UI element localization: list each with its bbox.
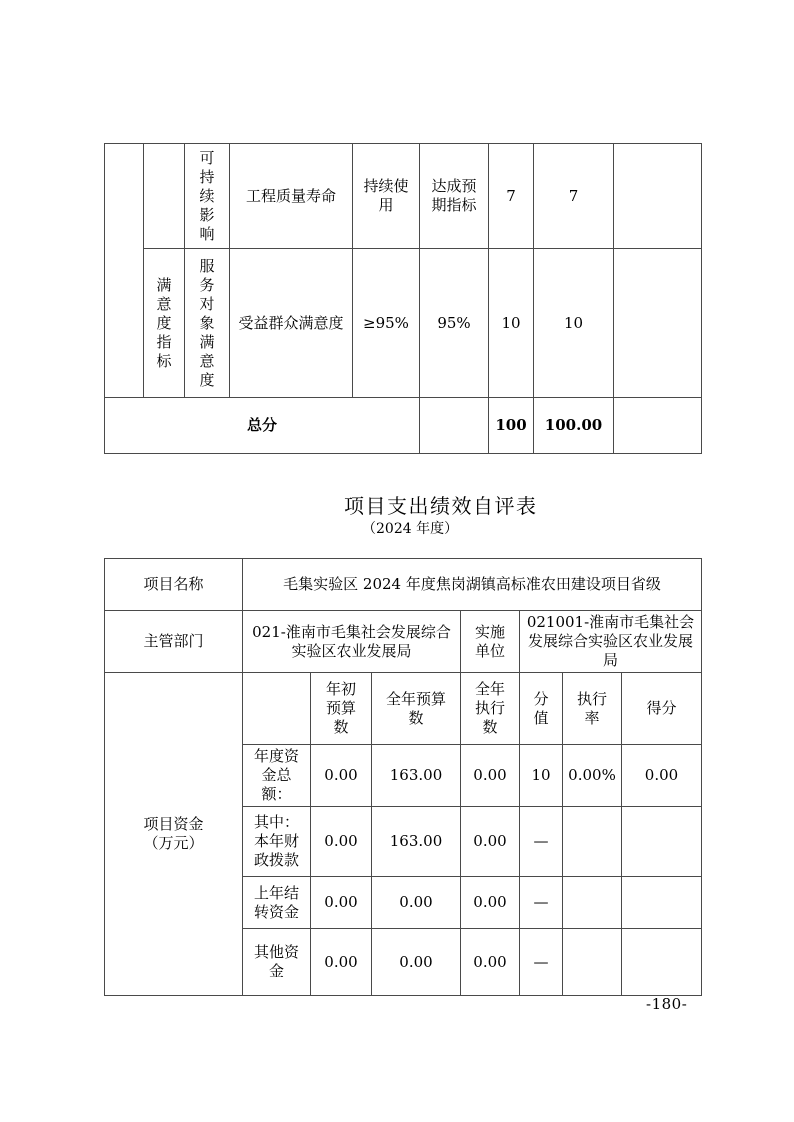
- funds-header-exec-rate: [563, 673, 622, 745]
- funds-points-cell: —: [520, 929, 563, 996]
- category-label: 满意度指标: [156, 275, 172, 370]
- funds-exec-rate-cell: [563, 807, 622, 877]
- dept-value-cell: 021-淮南市毛集社会发展综合实验区农业发展局: [243, 611, 461, 673]
- target-value-text: 持续使用: [363, 177, 409, 214]
- funds-header-executed: [461, 673, 520, 745]
- actual-value-cell: [420, 144, 489, 249]
- dept-label-cell: 主管部门: [105, 611, 243, 673]
- funds-points-cell: —: [520, 807, 563, 877]
- funds-row-label-cell: [243, 929, 311, 996]
- funds-group-label-text: 项目资金（万元）: [143, 815, 204, 852]
- funds-header-total-budget: [372, 673, 461, 745]
- category-group-cell: [144, 144, 185, 249]
- actual-value-text: 达成预期指标: [431, 177, 477, 214]
- self-eval-table-title: 项目支出绩效自评表: [344, 494, 538, 518]
- funds-initial-budget-cell: 0.00: [311, 745, 372, 807]
- subcategory-cell: [185, 144, 230, 249]
- impl-unit-label-cell: [461, 611, 520, 673]
- funds-exec-rate-cell: [563, 877, 622, 929]
- funds-header-exec-rate-text: 执行率: [576, 689, 607, 727]
- total-score-cell: 100.00: [534, 398, 614, 454]
- impl-unit-value-cell: 021001-淮南市毛集社会发展综合实验区农业发展局: [520, 611, 702, 673]
- category-continued-cell: [105, 144, 144, 398]
- funds-header-score: 得分: [622, 673, 702, 745]
- funds-row-label-text: 年度资金总额：: [253, 747, 299, 803]
- project-name-value-cell: 毛集实验区 2024 年度焦岗湖镇高标准农田建设项目省级: [243, 559, 702, 611]
- funds-group-label-cell: [105, 673, 243, 996]
- impl-unit-label-text: 实施单位: [474, 622, 505, 660]
- project-name-label-cell: 项目名称: [105, 559, 243, 611]
- funds-exec-rate-cell: [563, 929, 622, 996]
- funds-header-points-text: 分值: [533, 689, 549, 727]
- funds-initial-budget-cell: 0.00: [311, 929, 372, 996]
- funds-executed-cell: 0.00: [461, 807, 520, 877]
- subcategory-label: 服务对象满意度: [199, 256, 215, 389]
- self-eval-table-year: （2024 年度）: [362, 521, 459, 537]
- funds-header-initial-budget: [311, 673, 372, 745]
- funds-row-label-cell: [243, 807, 311, 877]
- total-points-cell: 100: [489, 398, 534, 454]
- funds-row-label-text: 其中：本年财政拨款: [253, 813, 299, 869]
- indicator-name-cell: 工程质量寿命: [230, 144, 353, 249]
- total-remark-cell: [614, 398, 702, 454]
- score-cell: 10: [534, 249, 614, 398]
- funds-executed-cell: 0.00: [461, 929, 520, 996]
- funds-row-label-text: 上年结转资金: [253, 883, 299, 921]
- funds-initial-budget-cell: 0.00: [311, 807, 372, 877]
- performance-score-table: [104, 143, 702, 454]
- funds-total-budget-cell: 0.00: [372, 929, 461, 996]
- funds-initial-budget-cell: 0.00: [311, 877, 372, 929]
- points-cell: 7: [489, 144, 534, 249]
- funds-row-label-text: 其他资金: [253, 943, 299, 980]
- funds-total-budget-cell: 163.00: [372, 745, 461, 807]
- score-cell: 7: [534, 144, 614, 249]
- funds-points-cell: —: [520, 877, 563, 929]
- total-label-cell: 总分: [105, 398, 420, 454]
- total-empty-cell: [420, 398, 489, 454]
- funds-header-total-budget-text: 全年预算数: [385, 689, 446, 727]
- points-cell: 10: [489, 249, 534, 398]
- funds-points-cell: 10: [520, 745, 563, 807]
- remark-cell: [614, 249, 702, 398]
- funds-score-cell: [622, 877, 702, 929]
- subcategory-label: 可持续影响: [199, 148, 215, 243]
- funds-row-label-cell: [243, 877, 311, 929]
- funds-header-points: [520, 673, 563, 745]
- page-number: -180-: [646, 995, 688, 1013]
- target-value-cell: [353, 144, 420, 249]
- funds-exec-rate-cell: 0.00%: [563, 745, 622, 807]
- target-value-cell: ≥95%: [353, 249, 420, 398]
- category-group-cell: [144, 249, 185, 398]
- funds-executed-cell: 0.00: [461, 877, 520, 929]
- funds-executed-cell: 0.00: [461, 745, 520, 807]
- funds-score-cell: [622, 929, 702, 996]
- funds-header-executed-text: 全年执行数: [474, 680, 505, 736]
- funds-header-initial-budget-text: 年初预算数: [325, 680, 356, 736]
- funds-score-cell: [622, 807, 702, 877]
- remark-cell: [614, 144, 702, 249]
- subcategory-cell: [185, 249, 230, 398]
- funds-header-empty-cell: [243, 673, 311, 745]
- funds-total-budget-cell: 0.00: [372, 877, 461, 929]
- self-eval-table: [104, 558, 702, 996]
- funds-score-cell: 0.00: [622, 745, 702, 807]
- funds-total-budget-cell: 163.00: [372, 807, 461, 877]
- actual-value-cell: 95%: [420, 249, 489, 398]
- indicator-name-cell: 受益群众满意度: [230, 249, 353, 398]
- funds-row-label-cell: [243, 745, 311, 807]
